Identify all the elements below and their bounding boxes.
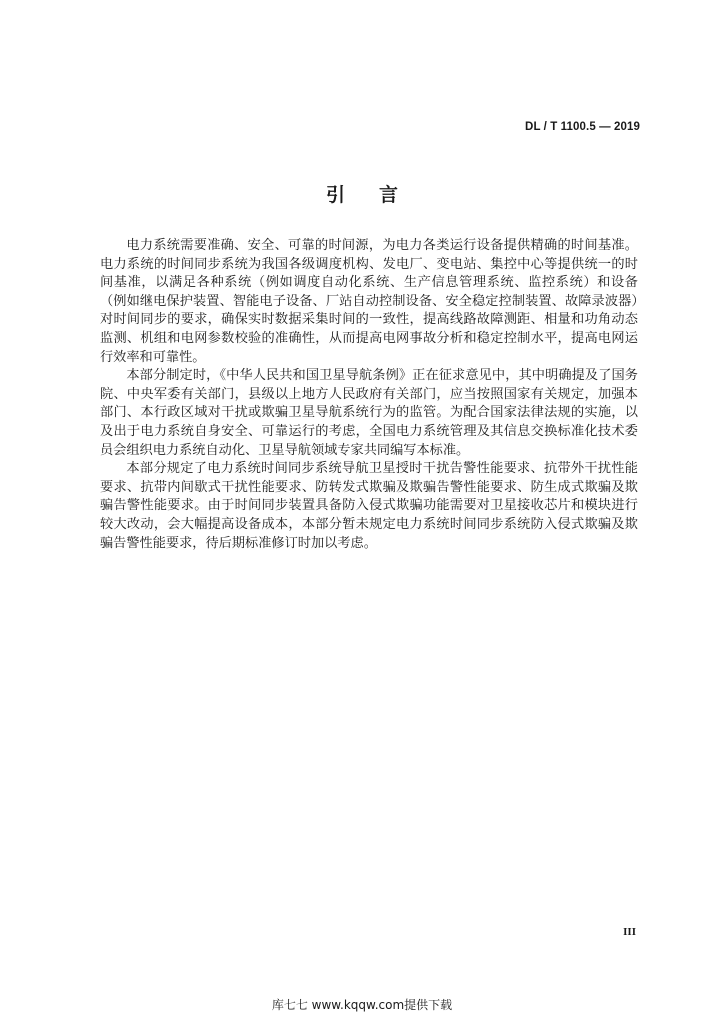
page-title: 引言 — [325, 184, 432, 206]
standard-code: DL / T 1100.5 — 2019 — [525, 121, 640, 133]
page-number: III — [623, 926, 636, 938]
download-watermark: 库七七 www.kqqw.com提供下载 — [271, 998, 453, 1012]
paragraph-3: 本部分规定了电力系统时间同步系统导航卫星授时干扰告警性能要求、抗带外干扰性能要求、抗带内间歇式干扰性能要求、防转发式欺骗及欺骗告警性能要求、防生成式欺骗及欺骗告警性能要求。由于时间同步装置具备防入侵式欺骗功能需要对卫星接收芯片和模块进行较大改动，会大幅提高设备成本，本部分暂未规定电力系统时间同步系统防入侵式欺骗及欺骗告警性能要求，待后期标准修订时加以考虑。 — [100, 461, 638, 551]
introduction-body — [100, 237, 638, 553]
paragraph-2: 本部分制定时，《中华人民共和国卫星导航条例》正在征求意见中，其中明确提及了国务院、中央军委有关部门，县级以上地方人民政府有关部门，应当按照国家有关规定，加强本部门、本行政区域对干扰或欺骗卫星导航系统行为的监管。为配合国家法律法规的实施，以及出于电力系统自身安全、可靠运行的考虑，全国电力系统管理及其信息交换标准化技术委员会组织电力系统自动化、卫星导航领域专家共同编写本标准。 — [100, 368, 638, 458]
paragraph-1: 电力系统需要准确、安全、可靠的时间源，为电力各类运行设备提供精确的时间基准。电力系统的时间同步系统为我国各级调度机构、发电厂、变电站、集控中心等提供统一的时间基准，以满足各种系统（例如调度自动化系统、生产信息管理系统、监控系统）和设备（例如继电保护装置、智能电子设备、厂站自动控制设备、安全稳定控制装置、故障录波器）对时间同步的要求，确保实时数据采集时间的一致性，提高线路故障测距、相量和功角动态监测、机组和电网参数校验的准确性，从而提高电网事故分析和稳定控制水平，提高电网运行效率和可靠性。 — [100, 238, 638, 365]
